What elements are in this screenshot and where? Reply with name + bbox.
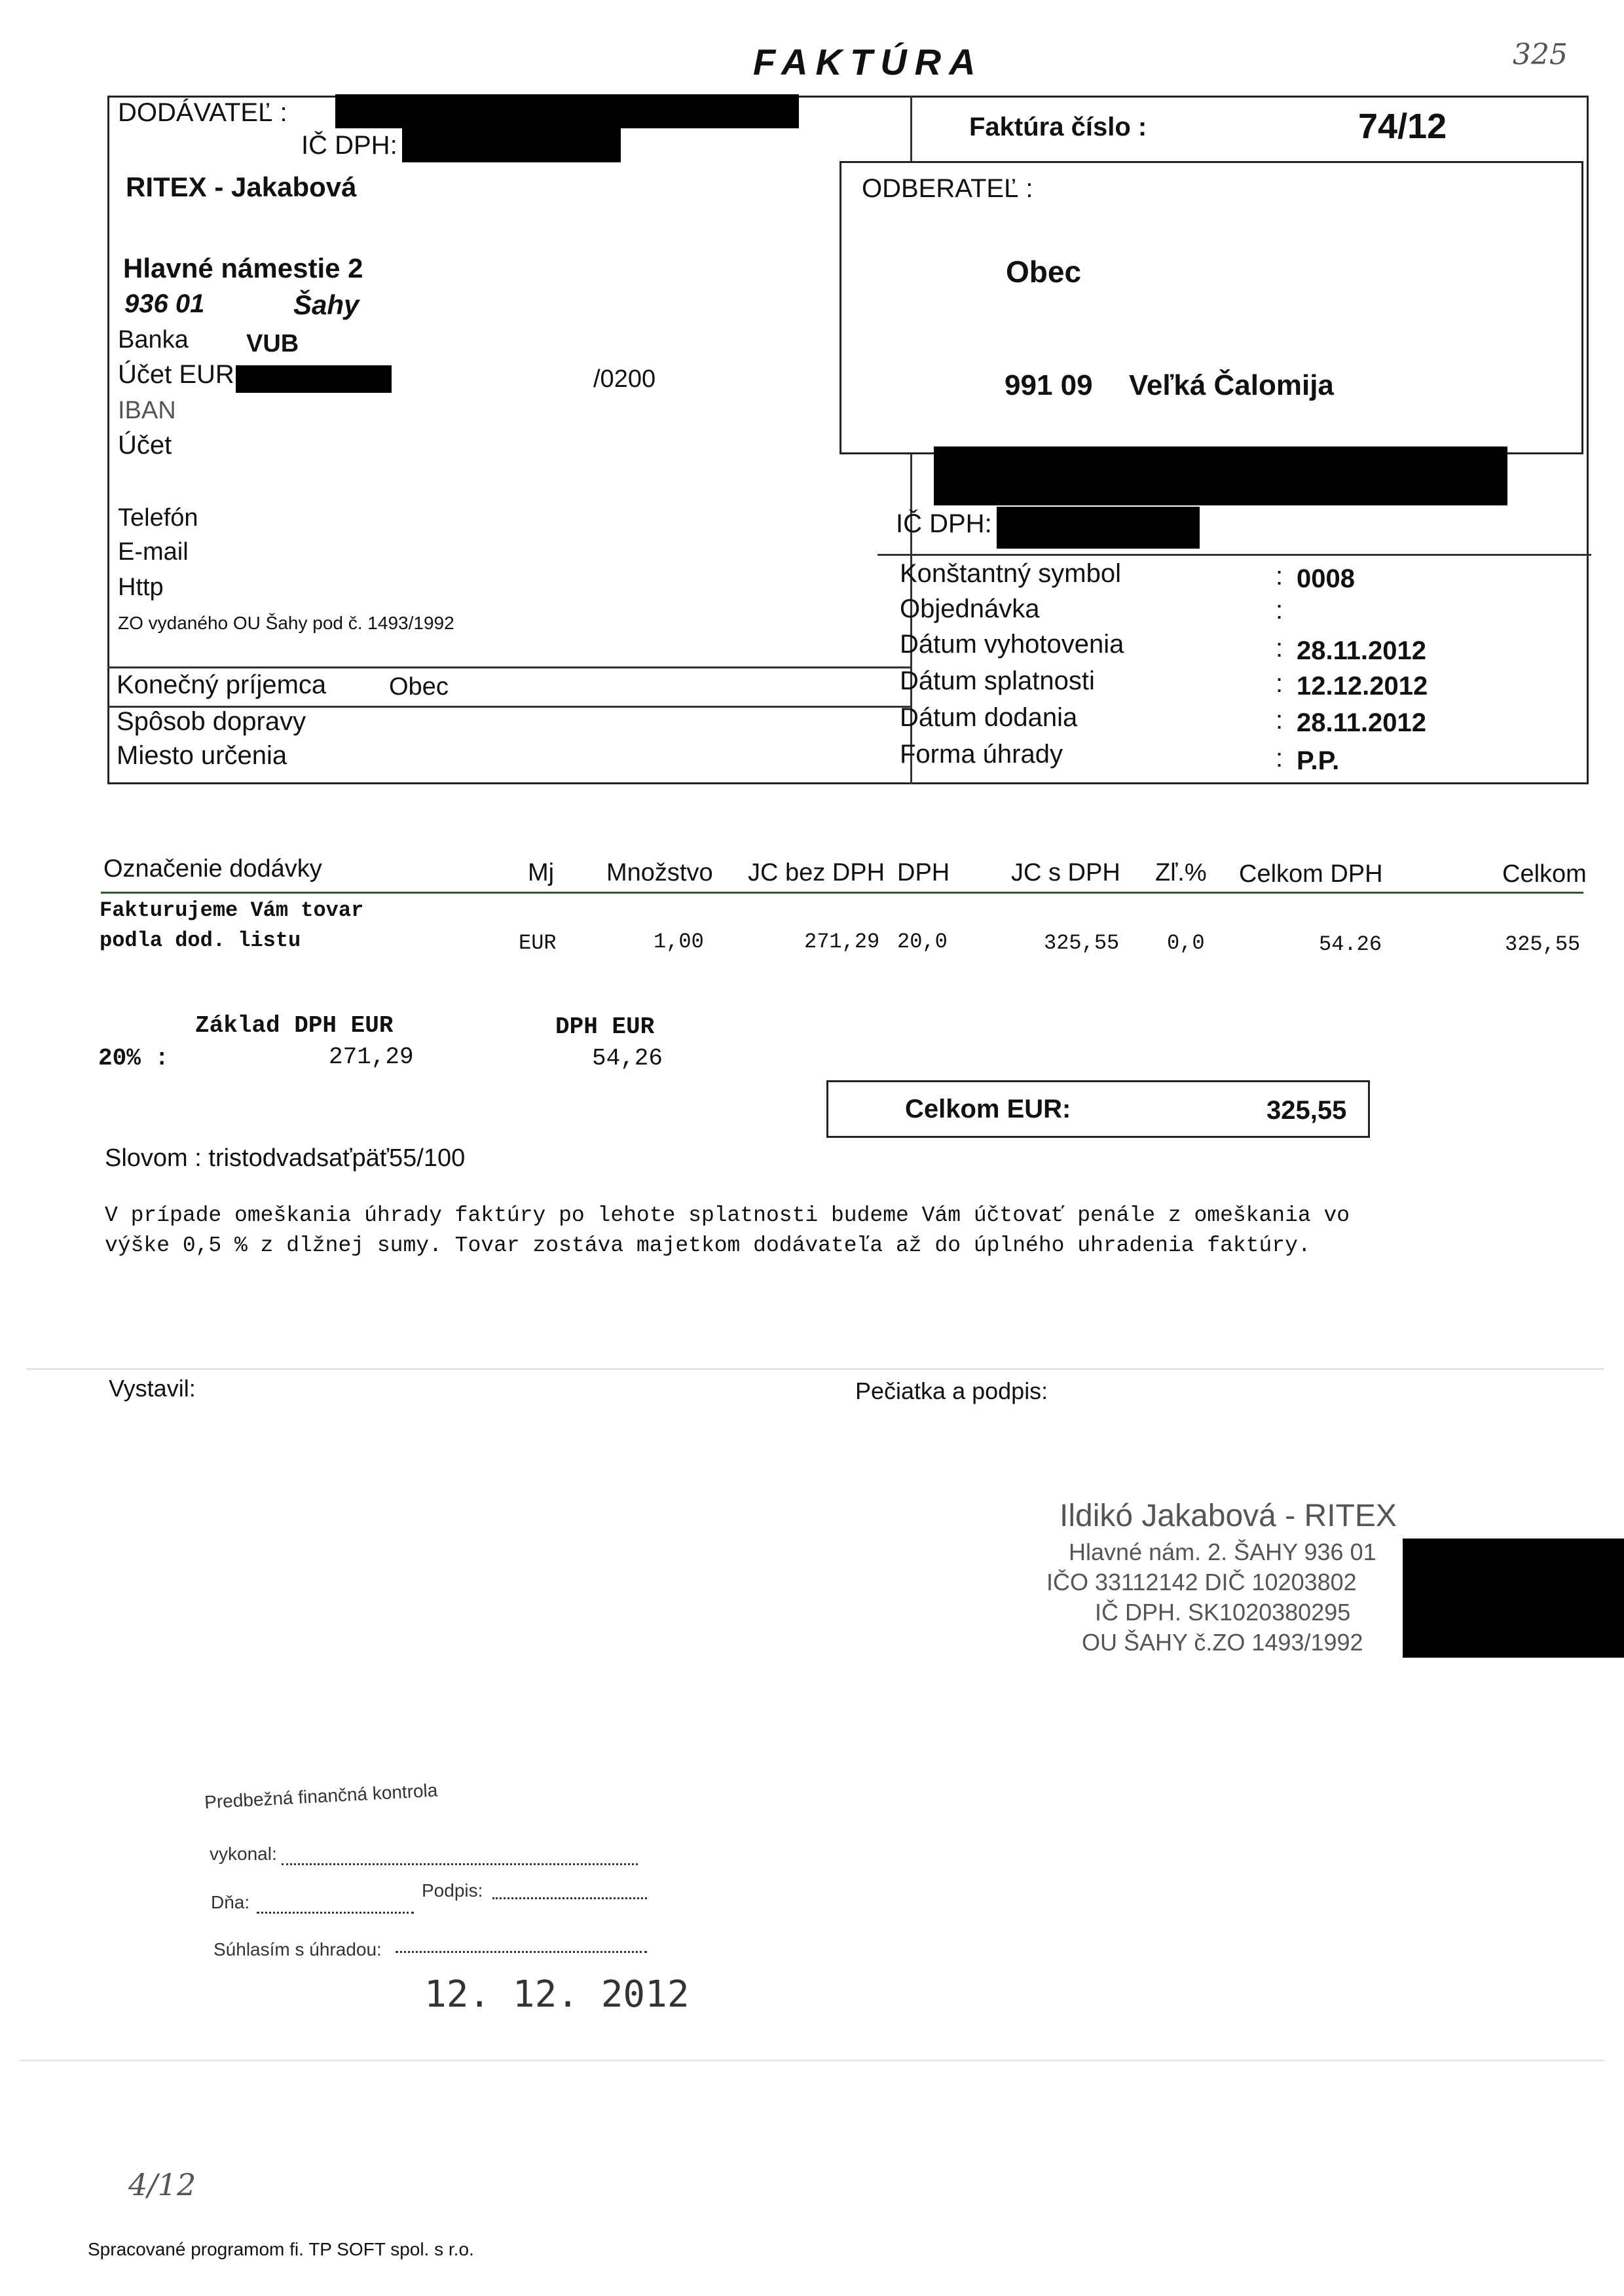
table-header-line [101, 892, 1583, 894]
total-label: Celkom EUR: [905, 1095, 1071, 1123]
item-total: 325,55 [1505, 932, 1581, 957]
details-top-line [877, 554, 1591, 556]
control-date-line [257, 1912, 414, 1914]
control-agree-line [396, 1951, 647, 1953]
item-description-line1: Fakturujeme Vám tovar [100, 898, 364, 922]
vat-amount-value: 54,26 [592, 1045, 663, 1072]
customer-box [840, 161, 1583, 454]
column-header: Množstvo [606, 859, 713, 886]
redacted-stamp-area [1403, 1539, 1624, 1658]
final-recipient-value: Obec [389, 673, 449, 701]
stamp-line: OU ŠAHY č.ZO 1493/1992 [1082, 1629, 1363, 1656]
supplier-city: Šahy [293, 289, 360, 320]
software-footer: Spracované programom fi. TP SOFT spol. s r.o. [88, 2239, 474, 2259]
destination-label: Miesto určenia [117, 741, 287, 770]
vat-rate: 20% : [98, 1045, 170, 1072]
detail-label: Dátum vyhotovenia [900, 630, 1124, 659]
control-stamp-date: 12. 12. 2012 [424, 1973, 690, 2016]
stamp-signature-label: Pečiatka a podpis: [855, 1377, 1048, 1404]
handwritten-note-bottom: 4/12 [128, 2167, 196, 2202]
bank-label: Banka [118, 326, 189, 354]
account-eur-label: Účet EUR [118, 360, 234, 389]
supplier-vat-label: IČ DPH: [301, 131, 397, 160]
phone-label: Telefón [118, 504, 198, 532]
account-suffix: /0200 [593, 365, 656, 393]
stamp-line: IČ DPH. SK1020380295 [1095, 1599, 1351, 1626]
item-unit-price: 271,29 [804, 930, 880, 954]
redacted-supplier-id [335, 94, 799, 128]
supplier-zip: 936 01 [124, 289, 205, 318]
detail-colon: : [1276, 669, 1283, 698]
detail-colon: : [1276, 744, 1283, 773]
total-value: 325,55 [1266, 1096, 1347, 1125]
vat-base-value: 271,29 [329, 1044, 414, 1070]
detail-value: 12.12.2012 [1297, 672, 1428, 701]
issued-by-label: Vystavil: [109, 1375, 196, 1402]
email-label: E-mail [118, 538, 189, 566]
customer-label: ODBERATEĽ : [862, 174, 1033, 203]
control-signature-label: Podpis: [422, 1880, 483, 1901]
control-executed-line [282, 1863, 638, 1865]
http-label: Http [118, 574, 164, 601]
item-total-vat: 54.26 [1319, 932, 1382, 957]
column-header: DPH [897, 859, 950, 886]
stamp-line: IČO 33112142 DIČ 10203802 [1046, 1569, 1357, 1595]
detail-label: Dátum splatnosti [900, 666, 1095, 695]
customer-vat-label: IČ DPH: [896, 509, 992, 538]
control-title: Predbežná finančná kontrola [204, 1779, 439, 1813]
item-discount: 0,0 [1167, 931, 1205, 955]
column-header: Celkom DPH [1239, 860, 1383, 888]
vat-base-label: Základ DPH EUR [195, 1012, 394, 1039]
item-description-line2: podla dod. listu [100, 928, 301, 953]
detail-label: Dátum dodania [900, 703, 1078, 732]
supplier-name: RITEX - Jakabová [126, 172, 357, 202]
transport-label: Spôsob dopravy [117, 707, 306, 736]
supplier-street: Hlavné námestie 2 [123, 253, 363, 283]
column-header: Celkom [1502, 860, 1587, 888]
supplier-bottom-line [107, 666, 910, 668]
invoice-number-label: Faktúra číslo : [969, 113, 1147, 141]
item-vat-rate: 20,0 [897, 930, 948, 954]
bank-value: VUB [246, 330, 299, 357]
detail-colon: : [1276, 562, 1283, 591]
column-header: Označenie dodávky [103, 855, 322, 883]
control-executed-label: vykonal: [210, 1844, 277, 1864]
iban-label: IBAN [118, 397, 176, 424]
control-agree-label: Súhlasím s úhradou: [213, 1939, 382, 1959]
column-header: Mj [528, 859, 555, 886]
detail-colon: : [1276, 596, 1283, 625]
column-header: JC bez DPH [748, 859, 885, 886]
control-signature-line [492, 1897, 647, 1899]
invoice-title: FAKTÚRA [753, 41, 984, 82]
detail-colon: : [1276, 706, 1283, 735]
customer-name: Obec [1006, 255, 1082, 289]
vat-amount-label: DPH EUR [555, 1013, 655, 1040]
late-payment-note-line1: V prípade omeškania úhrady faktúry po lehote splatnosti budeme Vám účtovať penále z omeškania vo [105, 1203, 1350, 1228]
late-payment-note-line2: výške 0,5 % z dlžnej sumy. Tovar zostáva majetkom dodávateľa až do úplného uhradenia faktúry. [105, 1233, 1311, 1258]
detail-value: P.P. [1297, 746, 1340, 775]
handwritten-note-top: 325 [1513, 38, 1568, 71]
detail-label: Forma úhrady [900, 740, 1063, 769]
supplier-label: DODÁVATEĽ : [118, 98, 287, 127]
stamp-line: Hlavné nám. 2. ŠAHY 936 01 [1069, 1539, 1376, 1565]
item-quantity: 1,00 [654, 930, 704, 954]
invoice-number-value: 74/12 [1358, 107, 1447, 146]
detail-colon: : [1276, 634, 1283, 663]
detail-value: 28.11.2012 [1297, 636, 1426, 665]
stamp-line: Ildikó Jakabová - RITEX [1060, 1499, 1397, 1533]
redacted-customer-id [934, 446, 1507, 505]
signature-divider [26, 1368, 1604, 1370]
item-unit: EUR [519, 931, 557, 955]
detail-value: 0008 [1297, 564, 1355, 593]
customer-zip: 991 09 [1005, 369, 1093, 401]
item-unit-price-vat: 325,55 [1044, 931, 1120, 955]
column-header: Zľ.% [1155, 859, 1207, 886]
customer-city: Veľká Čalomija [1129, 369, 1334, 401]
bottom-divider [20, 2060, 1604, 2061]
redacted-customer-vat [997, 507, 1200, 549]
detail-label: Objednávka [900, 594, 1040, 623]
redacted-account [236, 365, 392, 393]
final-recipient-label: Konečný príjemca [117, 670, 327, 699]
registry-note: ZO vydaného OU Šahy pod č. 1493/1992 [118, 613, 454, 633]
control-date-label: Dňa: [211, 1892, 250, 1912]
redacted-supplier-vat [402, 128, 621, 162]
account-label: Účet [118, 431, 172, 460]
detail-label: Konštantný symbol [900, 559, 1121, 588]
amount-in-words: Slovom : tristodvadsaťpäť55/100 [105, 1144, 466, 1172]
detail-value: 28.11.2012 [1297, 708, 1426, 737]
column-header: JC s DPH [1011, 859, 1120, 886]
